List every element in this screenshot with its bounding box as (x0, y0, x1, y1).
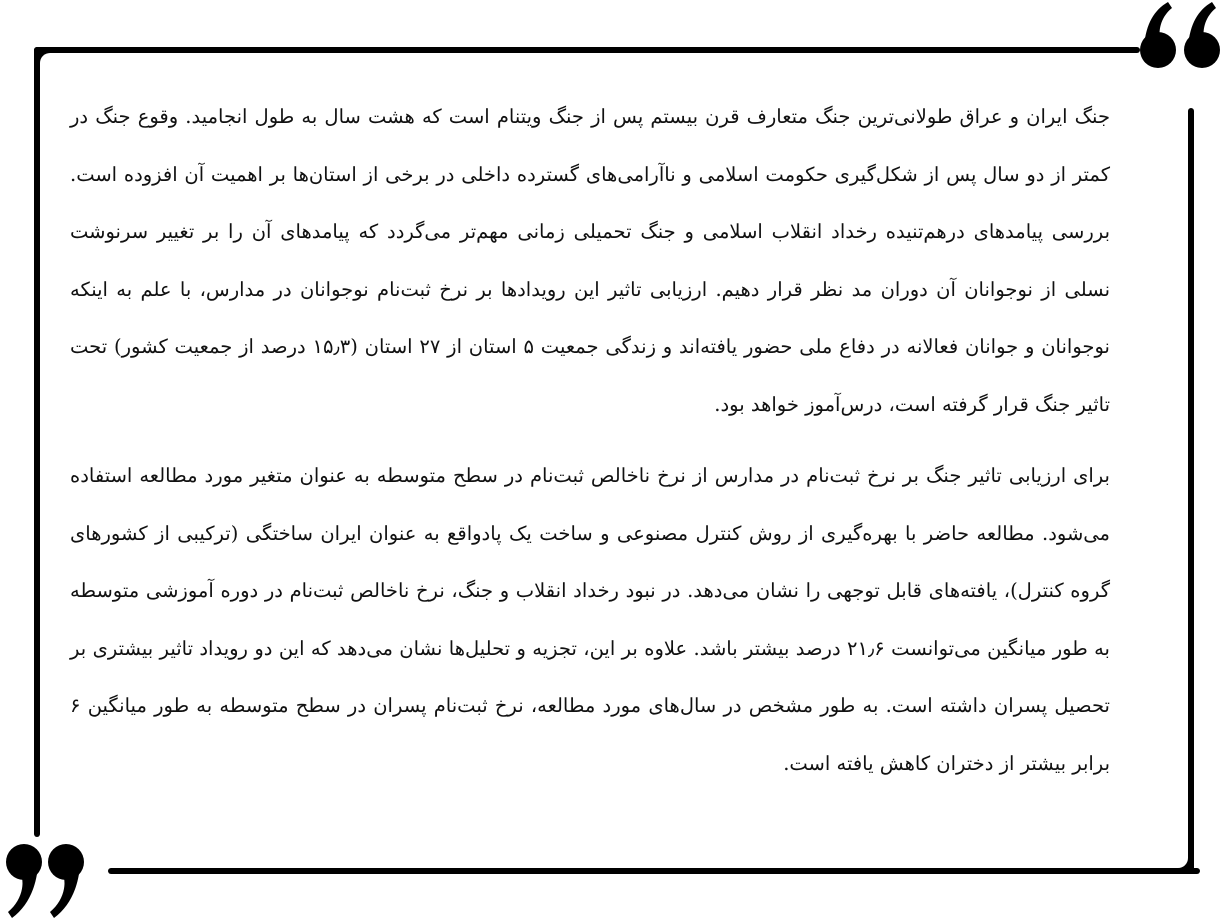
opening-quote-icon (0, 836, 88, 922)
frame-bottom-border (108, 868, 1200, 874)
paragraph-2: برای ارزیابی تاثیر جنگ بر نرخ ثبت‌نام در مدارس از نرخ ناخالص ثبت‌نام در سطح متوسطه به عنوان متغیر مورد مطالعه استفاده می‌شود. مطالعه حاضر با بهره‌گیری از روش کنترل مصنوعی و ساخت یک پادواقع به عنوان ایران ساختگی (ترکیبی از کشورهای گروه کنترل)، یافته‌های قابل توجهی را نشان می‌دهد. در نبود رخداد انقلاب و جنگ، نرخ ناخالص ثبت‌نام در دوره آموزشی متوسطه به طور میانگین می‌توانست ۲۱٫۶ درصد بیشتر باشد. علاوه بر این، تجزیه و تحلیل‌ها نشان می‌دهد که این دو رویداد تاثیر بیشتری بر تحصیل پسران داشته است. به طور مشخص در سال‌های مورد مطالعه، نرخ ثبت‌نام پسران در سطح متوسطه به طور میانگین ۶ برابر بیشتر از دختران کاهش یافته است. (70, 464, 1110, 775)
frame-corner-top-left (34, 47, 62, 75)
closing-quote-icon (1128, 0, 1226, 80)
quote-body (70, 88, 1110, 792)
frame-right-border (1188, 108, 1194, 874)
frame-left-border (34, 47, 40, 837)
frame-top-border (34, 47, 1140, 53)
paragraph-1: جنگ ایران و عراق طولانی‌ترین جنگ متعارف قرن بیستم پس از جنگ ویتنام است که هشت سال به طول انجامید. وقوع جنگ در کمتر از دو سال پس از شکل‌گیری حکومت اسلامی و ناآرامی‌های گسترده داخلی در برخی از استان‌ها بر اهمیت آن افزوده است. بررسی پیامدهای درهم‌تنیده رخداد انقلاب اسلامی و جنگ تحمیلی زمانی مهم‌تر می‌گردد که پیامدهای آن را بر تغییر سرنوشت نسلی از نوجوانان آن دوران مد نظر قرار دهیم. ارزیابی تاثیر این رویدادها بر نرخ ثبت‌نام نوجوانان در مدارس، با علم به اینکه نوجوانان و جوانان فعالانه در دفاع ملی حضور یافته‌اند و زندگی جمعیت ۵ استان از ۲۷ استان (۱۵٫۳ درصد از جمعیت کشور) تحت تاثیر جنگ قرار گرفته است، درس‌آموز خواهد بود. (70, 105, 1110, 416)
